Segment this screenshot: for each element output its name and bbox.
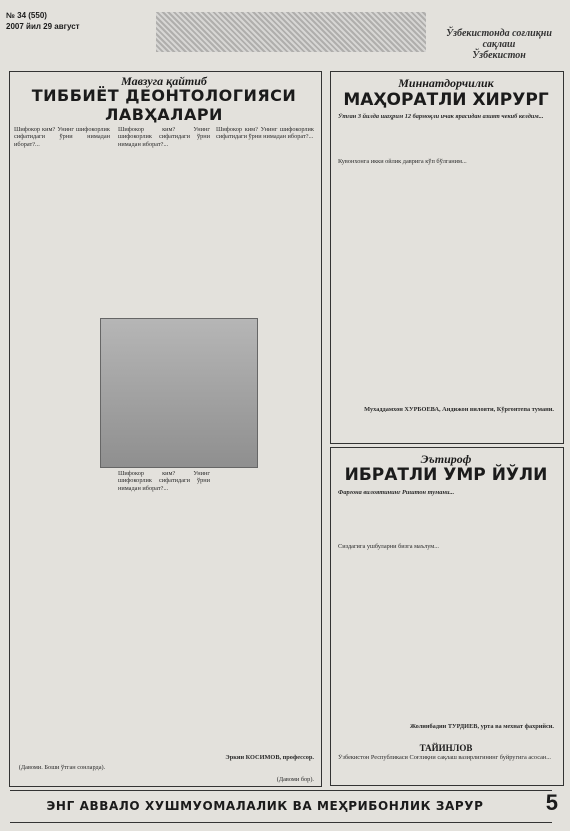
right2-title: ИБРАТЛИ УМР ЙЎЛИ bbox=[344, 465, 548, 485]
left-caption-1: (Давоми бор). bbox=[276, 776, 314, 783]
left-caption-2: (Давоми. Боши ўтган сонларда). bbox=[18, 764, 106, 771]
right1-signature: Мухаддамхон ХУРБОЕВА, Андижон вилояти, Кўргонтепа тумани. bbox=[364, 406, 554, 413]
left-col-2: Шифокор ким? Унинг шифокорлик сифатидаги ўрни нимадан иборат?... bbox=[118, 126, 210, 148]
right2-lead: Фарғона вилоятининг Риштон тумани... bbox=[338, 489, 455, 496]
right2-kicker: Эътироф bbox=[420, 452, 472, 466]
footer-banner bbox=[10, 790, 552, 823]
left-col-2b: Шифокор ким? Унинг шифокорлик сифатидаги ўрни нимадан иборат?... bbox=[118, 470, 210, 492]
appointments-body: Ўзбекистон Республикаси Соғлиқни сақлаш вазирлигининг буйругига асосан... bbox=[338, 754, 551, 761]
footer-slogan: ЭНГ АВВАЛО ХУШМУОМАЛАЛИК ВА МЕҲРИБОНЛИК ЗАРУР bbox=[46, 799, 484, 813]
header-pattern bbox=[156, 12, 426, 52]
right2-signature: Жолинбадин ТУРДИЕВ, урта ва мехнат фахрийси. bbox=[409, 723, 554, 730]
left-title: ТИББИЁТ ДЕОНТОЛОГИЯСИ ЛАВҲАЛАРИ bbox=[31, 86, 297, 124]
page-number: 5 bbox=[545, 790, 558, 815]
left-col-1: Шифокор ким? Унинг шифокорлик сифатидаги ўрни нимадан иборат?... bbox=[14, 126, 110, 148]
header bbox=[6, 8, 562, 61]
right1-body: Кувонхонга икки ойлик даврига кўп бўлганим... bbox=[338, 158, 467, 165]
left-kicker: Мавзуга қайтиб bbox=[121, 74, 207, 88]
issue-info: № 34 (550) 2007 йил 29 август bbox=[6, 11, 80, 31]
left-author: Эркин КОСИМОВ, профессор. bbox=[225, 754, 314, 761]
right2-body: Сиздагига ушбуларни бизга маълум... bbox=[338, 543, 439, 550]
right1-lead: Ўтган 3 йилда шаҳрим 12 бармоқли ичак ярасидан азият чекиб келдим... bbox=[338, 113, 544, 120]
masthead: Ўзбекистонда соғлиқни сақлаш Ўзбекистон bbox=[446, 28, 552, 61]
appointments-title: ТАЙИНЛОВ bbox=[419, 743, 473, 753]
left-col-3: Шифокор ким? Унинг шифокорлик сифатидаги ўрни нимадан иборат?... bbox=[216, 126, 314, 141]
right1-kicker: Миннатдорчилик bbox=[398, 76, 494, 90]
right1-title: МАҲОРАТЛИ ХИРУРГ bbox=[343, 90, 549, 110]
